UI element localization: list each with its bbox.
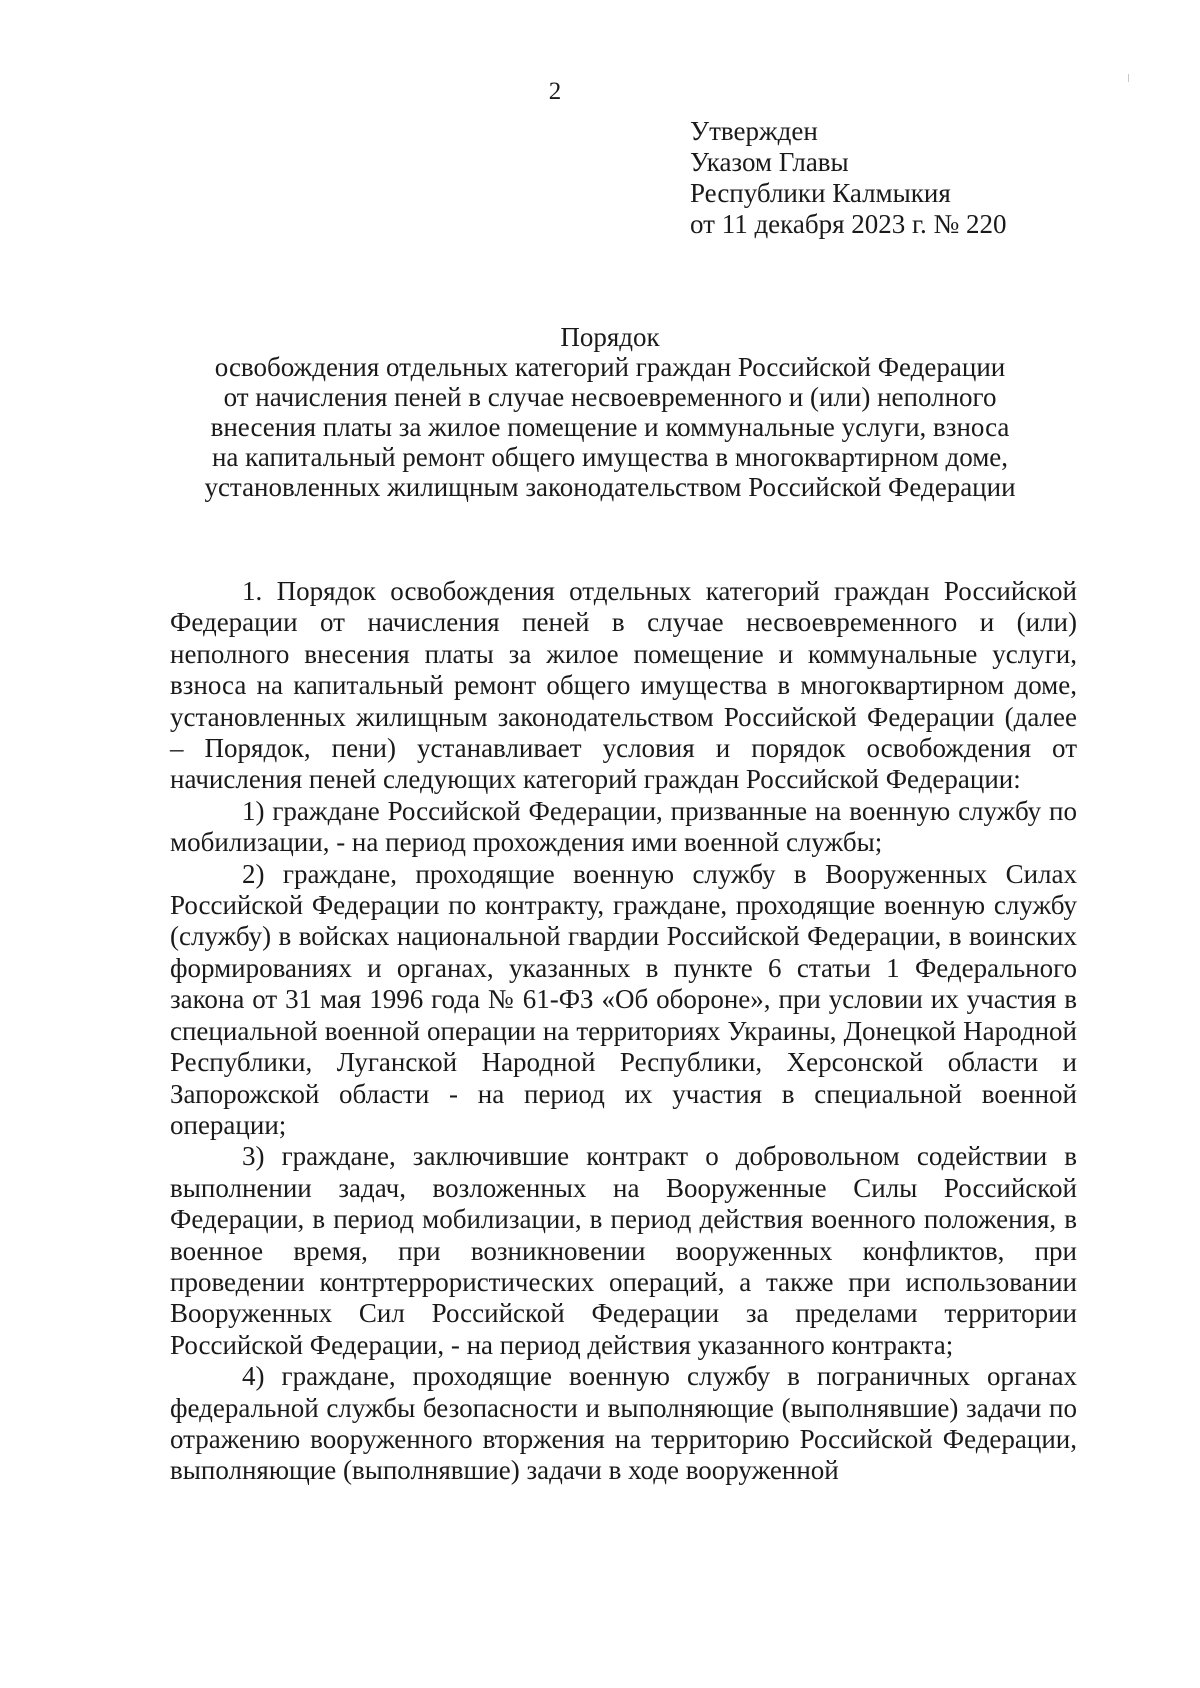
approval-line: от 11 декабря 2023 г. № 220 [690, 209, 1007, 239]
body-paragraph: 1) граждане Российской Федерации, призванные на военную службу по мобилизации, - на период прохождения ими военной службы; [170, 795, 1077, 858]
title-line: освобождения отдельных категорий граждан Российской Федерации [214, 352, 1006, 382]
approval-block [690, 116, 1007, 240]
approval-line: Указом Главы [690, 147, 849, 177]
title-line: установленных жилищным законодательством Российской Федерации [204, 472, 1016, 502]
body-paragraph: 4) граждане, проходящие военную службу в пограничных органах федеральной службы безопасности и выполняющие (выполнявшие) задачи по отражению вооруженного вторжения на территорию Российской Федерации, выполняющие (выполнявшие) задачи в ходе вооруженной [170, 1361, 1077, 1486]
document-body [170, 576, 1077, 1487]
body-paragraph: 1. Порядок освобождения отдельных категорий граждан Российской Федерации от начисления пеней в случае несвоевременного и (или) неполного внесения платы за жилое помещение и коммунальные услуги, взноса на капитальный ремонт общего имущества в многоквартирном доме, установленных жилищным законодательством Российской Федерации (далее – Порядок, пени) устанавливает условия и порядок освобождения от начисления пеней следующих категорий граждан Российской Федерации: [170, 576, 1077, 795]
title-heading: Порядок [560, 322, 660, 352]
body-paragraph: 3) граждане, заключившие контракт о добровольном содействии в выполнении задач, возложенных на Вооруженные Силы Российской Федерации, в период мобилизации, в период действия военного положения, в военное время, при возникновении вооруженных конфликтов, при проведении контртеррористических операций, а также при использовании Вооруженных Сил Российской Федерации за пределами территории Российской Федерации, - на период действия указанного контракта; [170, 1141, 1077, 1360]
approval-line: Утвержден [690, 116, 818, 146]
title-line: от начисления пеней в случае несвоевременного и (или) неполного [223, 382, 997, 412]
page-number: 2 [548, 78, 562, 105]
title-line: внесения платы за жилое помещение и коммунальные услуги, взноса [210, 412, 1010, 442]
approval-line: Республики Калмыкия [690, 178, 951, 208]
body-paragraph: 2) граждане, проходящие военную службу в Вооруженных Силах Российской Федерации по контракту, граждане, проходящие военную службу (службу) в войсках национальной гвардии Российской Федерации, в воинских формированиях и органах, указанных в пункте 6 статьи 1 Федерального закона от 31 мая 1996 года № 61-ФЗ «Об обороне», при условии их участия в специальной военной операции на территориях Украины, Донецкой Народной Республики, Луганской Народной Республики, Херсонской области и Запорожской области - на период их участия в специальной военной операции; [170, 858, 1077, 1140]
title-line: на капитальный ремонт общего имущества в многоквартирном доме, [211, 442, 1009, 472]
document-title [170, 322, 1050, 502]
